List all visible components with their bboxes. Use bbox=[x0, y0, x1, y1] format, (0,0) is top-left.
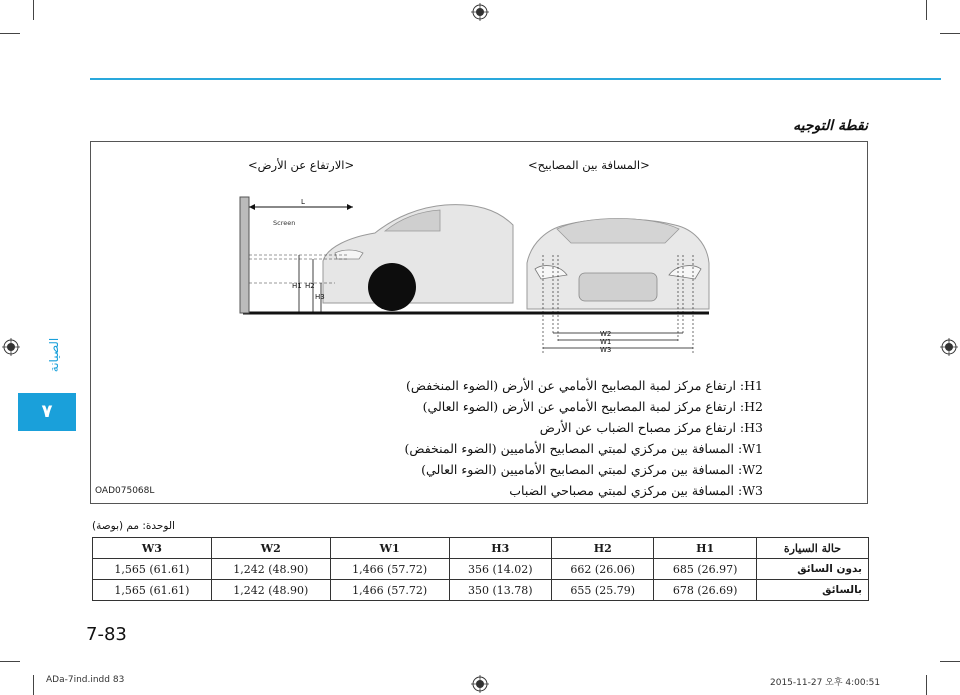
crop-mark bbox=[940, 33, 960, 34]
crop-mark bbox=[33, 0, 34, 20]
screen-post bbox=[240, 197, 249, 313]
table-cell: 1,466 (57.72) bbox=[330, 559, 449, 580]
headlamp-diagram bbox=[235, 185, 715, 360]
legend-item: H1: ارتفاع مركز لمبة المصابيح الأمامي عن الأرض (الضوء المنخفض) bbox=[406, 378, 763, 393]
table-cell: 1,466 (57.72) bbox=[330, 580, 449, 601]
table-header-cell: H2 bbox=[551, 538, 653, 559]
registration-mark-icon bbox=[2, 338, 20, 356]
table-cell: 1,242 (48.90) bbox=[211, 559, 330, 580]
table-header-cell: W2 bbox=[211, 538, 330, 559]
legend-item: H3: ارتفاع مركز مصباح الضباب عن الأرض bbox=[539, 420, 763, 435]
crop-mark bbox=[926, 0, 927, 20]
table-header-cell: H1 bbox=[654, 538, 756, 559]
legend-item: W1: المسافة بين مركزي لمبتي المصابيح الأماميين (الضوء المنخفض) bbox=[404, 441, 763, 456]
table-cell: 356 (14.02) bbox=[449, 559, 551, 580]
table-cell: 1,242 (48.90) bbox=[211, 580, 330, 601]
table-cell: 350 (13.78) bbox=[449, 580, 551, 601]
table-cell: 685 (26.97) bbox=[654, 559, 756, 580]
figure-code: OAD075068L bbox=[95, 486, 155, 496]
table-header-cell: W1 bbox=[330, 538, 449, 559]
dimension-legend bbox=[405, 375, 763, 501]
footer-file: ADa-7ind.indd 83 bbox=[46, 675, 125, 685]
table-row-label: بالسائق bbox=[756, 580, 868, 601]
table-header-cell: حالة السيارة bbox=[756, 538, 868, 559]
unit-note: الوحدة: مم (بوصة) bbox=[92, 520, 175, 532]
label-H1: H1 bbox=[292, 282, 302, 290]
label-W3: W3 bbox=[600, 346, 612, 354]
registration-mark-icon bbox=[940, 338, 958, 356]
crop-mark bbox=[926, 675, 927, 695]
table-cell: 662 (26.06) bbox=[551, 559, 653, 580]
car-side-headlamp bbox=[335, 250, 363, 259]
label-H3: H3 bbox=[315, 293, 325, 301]
section-title: نقطة التوجيه bbox=[793, 118, 868, 134]
legend-item: W3: المسافة بين مركزي لمبتي مصباحي الضباب bbox=[509, 483, 763, 498]
legend-item: W2: المسافة بين مركزي لمبتي المصابيح الأماميين (الضوء العالي) bbox=[421, 462, 763, 477]
label-H2: H2 bbox=[305, 282, 315, 290]
crop-mark bbox=[940, 661, 960, 662]
page-number: 7-83 bbox=[86, 624, 127, 645]
table-cell: 1,565 (61.61) bbox=[93, 580, 212, 601]
chapter-title: الصيانة bbox=[47, 337, 62, 373]
registration-mark-icon bbox=[471, 675, 489, 693]
crop-mark bbox=[0, 33, 20, 34]
header-rule bbox=[90, 78, 941, 80]
footer-timestamp: 2015-11-27 오후 4:00:51 bbox=[770, 678, 881, 688]
car-front-grille bbox=[579, 273, 657, 301]
crop-mark bbox=[0, 661, 20, 662]
registration-mark-icon bbox=[471, 3, 489, 21]
table-row bbox=[93, 559, 869, 580]
legend-item: H2: ارتفاع مركز لمبة المصابيح الأمامي عن الأرض (الضوء العالي) bbox=[422, 399, 763, 414]
caption-lamp-distance: <المسافة بين المصابيح> bbox=[528, 158, 650, 172]
headlamp-spec-table bbox=[92, 537, 869, 601]
label-L: L bbox=[301, 198, 305, 206]
label-screen: Screen bbox=[273, 219, 296, 227]
chapter-tab: ٧ bbox=[18, 393, 76, 431]
table-header-cell: W3 bbox=[93, 538, 212, 559]
table-header-row bbox=[93, 538, 869, 559]
table-cell: 678 (26.69) bbox=[654, 580, 756, 601]
crop-mark bbox=[33, 675, 34, 695]
table-header-cell: H3 bbox=[449, 538, 551, 559]
car-front-wheel bbox=[368, 263, 416, 311]
table-row-label: بدون السائق bbox=[756, 559, 868, 580]
table-cell: 1,565 (61.61) bbox=[93, 559, 212, 580]
table-row bbox=[93, 580, 869, 601]
label-W2: W2 bbox=[600, 330, 612, 338]
caption-ground-clearance: <الارتفاع عن الأرض> bbox=[248, 158, 355, 172]
label-W1: W1 bbox=[600, 338, 612, 346]
table-cell: 655 (25.79) bbox=[551, 580, 653, 601]
